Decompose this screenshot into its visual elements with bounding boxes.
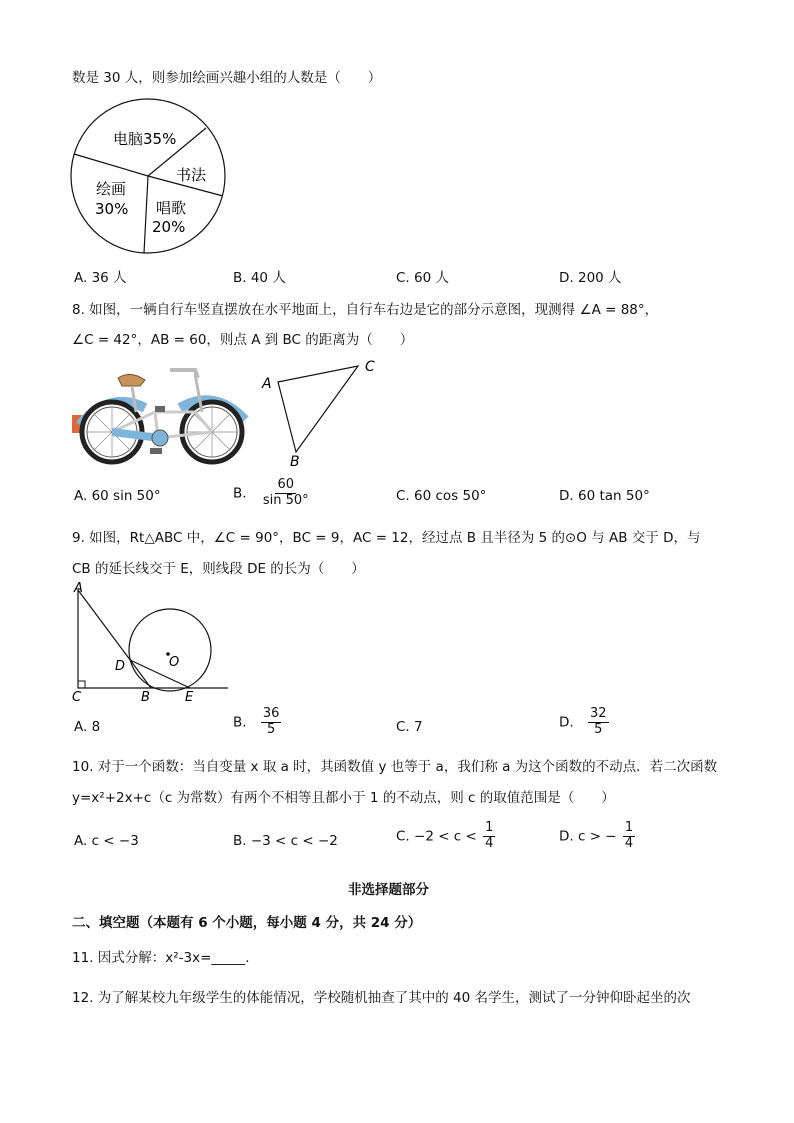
label-o: O [169,655,180,670]
pie-chart [68,96,228,266]
pie-label-calligraphy: 书法 [176,166,207,184]
q8-option-b: B. $\frac{60}{\sin 50^\circ}$ [233,477,309,508]
bike-crank [152,430,168,446]
label-c: C [72,690,82,705]
q8-line2: ∠C = 42°，AB = 60，则点 A 到 BC 的距离为（ ） [72,332,414,348]
pie-label-singing-pct: 20% [152,218,186,236]
q10-option-c: C. −2 < c < $\frac{1}{4}$ [396,820,494,851]
q7-option-b: B. 40 人 [233,270,286,286]
q9-circle-figure [68,580,233,705]
q9-line1: 9. 如图，Rt△ABC 中，∠C = 90°，BC = 9，AC = 12，经过点 B 且半径为 5 的⊙O 与 AB 交于 D，与 [72,530,701,546]
q8-option-c: C. 60 cos 50° [396,488,487,504]
q10-option-a: A. c < −3 [74,833,139,849]
q7-option-d: D. 200 人 [559,270,622,286]
q8-b-num: 60 [277,477,295,492]
label-b: B [290,454,300,470]
q8-option-a: A. 60 sin 50° [74,488,161,504]
bike-handlebar [170,370,198,378]
q9-option-a: A. 8 [74,719,101,735]
q10-line1: 10. 对于一个函数：当自变量 x 取 a 时，其函数值 y 也等于 a，我们称 a 为这个函数的不动点．若二次函数 [72,759,718,775]
q10-option-b: B. −3 < c < −2 [233,833,338,849]
bicycle-image [70,360,250,470]
q10-option-d: D. c > − $\frac{1}{4}$ [559,820,634,851]
pie-label-singing-name: 唱歌 [156,199,187,217]
label-c: C [365,359,375,375]
pie-divider-1 [74,154,148,176]
q9-option-c: C. 7 [396,719,423,735]
pie-divider-4 [144,176,148,253]
q8-triangle-figure [258,356,383,470]
q11-blank: _____ [211,950,246,966]
bike-saddle [118,374,145,386]
pie-label-drawing-pct: 30% [95,200,129,218]
q9-option-b: B. $\frac{36}{5}$ [233,706,280,737]
right-angle-mark [78,681,85,688]
q9-option-d: D. $\frac{32}{5}$ [559,706,607,737]
triangle-abc [278,366,358,452]
label-a: A [262,376,272,392]
q8-b-den: sin 50° [262,492,309,508]
q7-stem: 数是 30 人，则参加绘画兴趣小组的人数是（ ） [72,70,382,86]
section-heading: 二、填空题（本题有 6 个小题，每小题 4 分，共 24 分） [72,915,422,931]
label-e: E [185,690,194,705]
pie-label-drawing-name: 绘画 [96,180,127,198]
bike-pedal [150,448,162,454]
pie-label-computer: 电脑35% [113,130,177,148]
label-d: D [115,659,126,674]
segment-de [130,660,190,688]
label-a: A [74,581,83,596]
q7-option-a: A. 36 人 [74,270,127,286]
q8-option-d: D. 60 tan 50° [559,488,650,504]
q12-line1: 12. 为了解某校九年级学生的体能情况，学校随机抽查了其中的 40 名学生，测试了一分钟仰卧起坐的次 [72,990,691,1006]
part-title: 非选择题部分 [348,882,429,898]
q8-line1: 8. 如图，一辆自行车竖直摆放在水平地面上，自行车右边是它的部分示意图，现测得 ∠A = 88°， [72,302,659,318]
label-b: B [141,690,150,705]
q9-line2: CB 的延长线交于 E，则线段 DE 的长为（ ） [72,561,365,577]
q10-line2: y=x²+2x+c（c 为常数）有两个不相等且都小于 1 的不动点，则 c 的取值范围是（ ） [72,790,615,806]
q11: 11. 因式分解：x²-3x=_____. [72,950,250,966]
q7-option-c: C. 60 人 [396,270,449,286]
